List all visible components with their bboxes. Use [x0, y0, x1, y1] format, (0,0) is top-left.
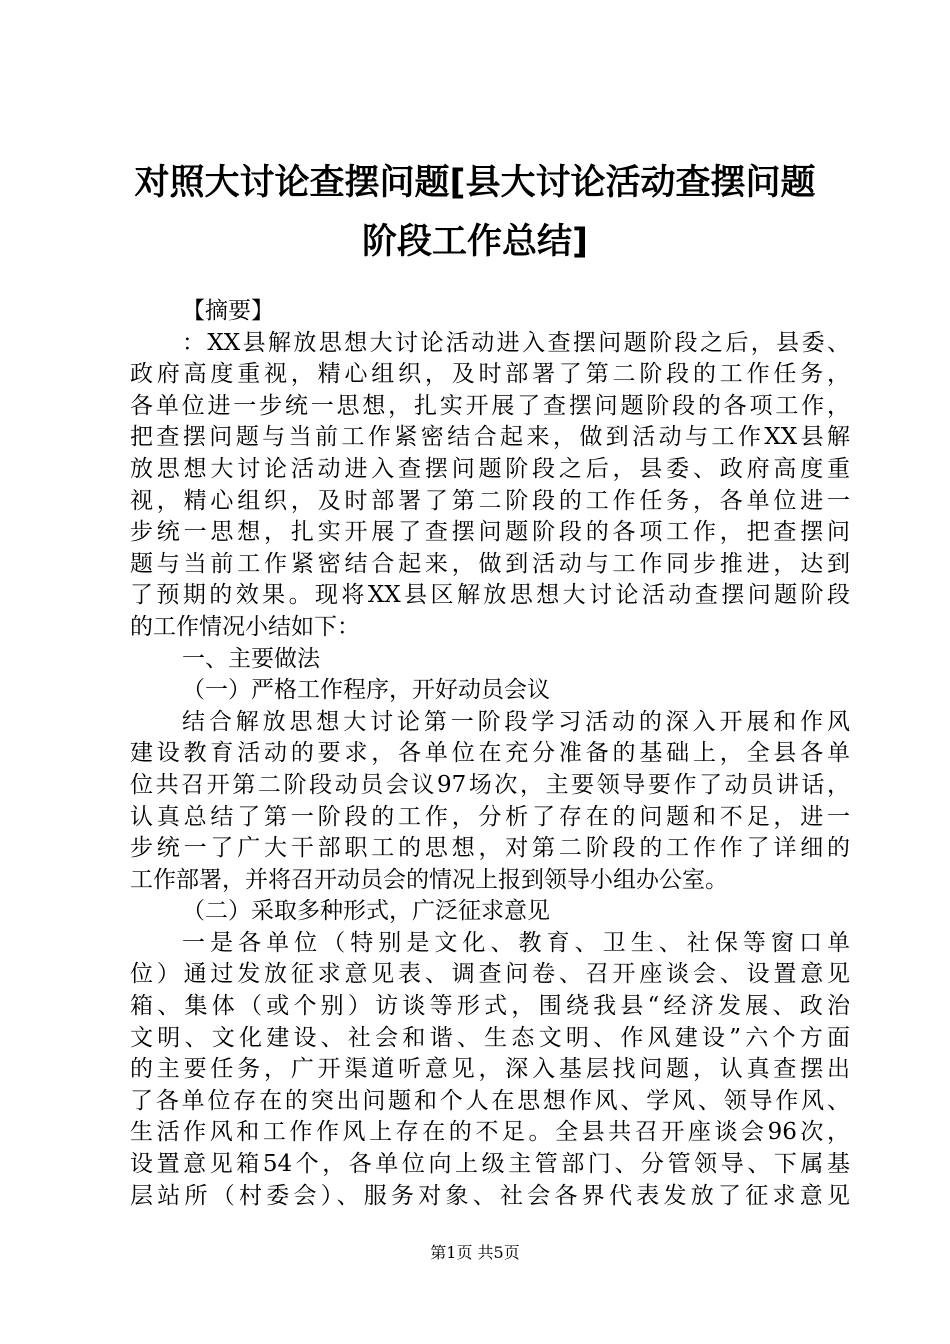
body-line: 认真总结了第一阶段的工作，分析了存在的问题和不足，进一	[130, 803, 850, 830]
section-heading: 一、主要做法	[182, 645, 320, 672]
body-line: 放思想大讨论活动进入查摆问题阶段之后，县委、政府高度重	[130, 455, 850, 482]
body-line: 了各单位存在的突出问题和个人在思想作风、学风、领导作风、	[130, 1087, 850, 1114]
body-line: 步统一思想，扎实开展了查摆问题阶段的各项工作，把查摆问	[130, 519, 850, 546]
body-line: 一是各单位（特别是文化、教育、卫生、社保等窗口单	[182, 929, 850, 956]
body-line: 政府高度重视，精心组织，及时部署了第二阶段的工作任务，	[130, 361, 850, 388]
body-line: 层站所（村委会）、服务对象、社会各界代表发放了征求意见	[130, 1182, 850, 1209]
body-line: 视，精心组织，及时部署了第二阶段的工作任务，各单位进一	[130, 487, 850, 514]
body-line: 步统一了广大干部职工的思想，对第二阶段的工作作了详细的	[130, 835, 850, 862]
body-line: 箱、集体（或个别）访谈等形式，围绕我县“经济发展、政治	[130, 993, 850, 1020]
body-line: 设置意见箱54个，各单位向上级主管部门、分管领导、下属基	[130, 1151, 850, 1178]
body-line: 的主要任务，广开渠道听意见，深入基层找问题，认真查摆出	[130, 1056, 850, 1083]
page-number-footer: 第1页 共5页	[430, 1243, 520, 1262]
body-line: 建设教育活动的要求，各单位在充分准备的基础上，全县各单	[130, 740, 850, 767]
body-line: 位共召开第二阶段动员会议97场次，主要领导要作了动员讲话，	[130, 771, 850, 798]
document-title-line-1: 对照大讨论查摆问题[县大讨论活动查摆问题	[134, 163, 816, 203]
body-line: 各单位进一步统一思想，扎实开展了查摆问题阶段的各项工作，	[130, 392, 850, 419]
subsection-heading: （一）严格工作程序，开好动员会议	[182, 677, 550, 704]
document-body	[130, 296, 850, 1212]
body-line: ：XX县解放思想大讨论活动进入查摆问题阶段之后，县委、	[182, 329, 850, 356]
body-line: 把查摆问题与当前工作紧密结合起来，做到活动与工作XX县解	[130, 424, 850, 451]
body-line: 位）通过发放征求意见表、调查问卷、召开座谈会、设置意见	[130, 961, 850, 988]
document-title-line-2: 阶段工作总结]	[362, 222, 588, 262]
body-line: 题与当前工作紧密结合起来，做到活动与工作同步推进，达到	[130, 550, 850, 577]
body-line: 了预期的效果。现将XX县区解放思想大讨论活动查摆问题阶段	[130, 582, 850, 609]
body-line: 结合解放思想大讨论第一阶段学习活动的深入开展和作风	[182, 708, 850, 735]
body-line: 的工作情况小结如下：	[130, 613, 360, 640]
body-line: 生活作风和工作作风上存在的不足。全县共召开座谈会96次，	[130, 1119, 850, 1146]
abstract-heading: 【摘要】	[182, 298, 274, 324]
subsection-heading: （二）采取多种形式，广泛征求意见	[182, 898, 550, 925]
body-line: 工作部署，并将召开动员会的情况上报到领导小组办公室。	[130, 866, 728, 893]
body-line: 文明、文化建设、社会和谐、生态文明、作风建设”六个方面	[130, 1024, 850, 1051]
